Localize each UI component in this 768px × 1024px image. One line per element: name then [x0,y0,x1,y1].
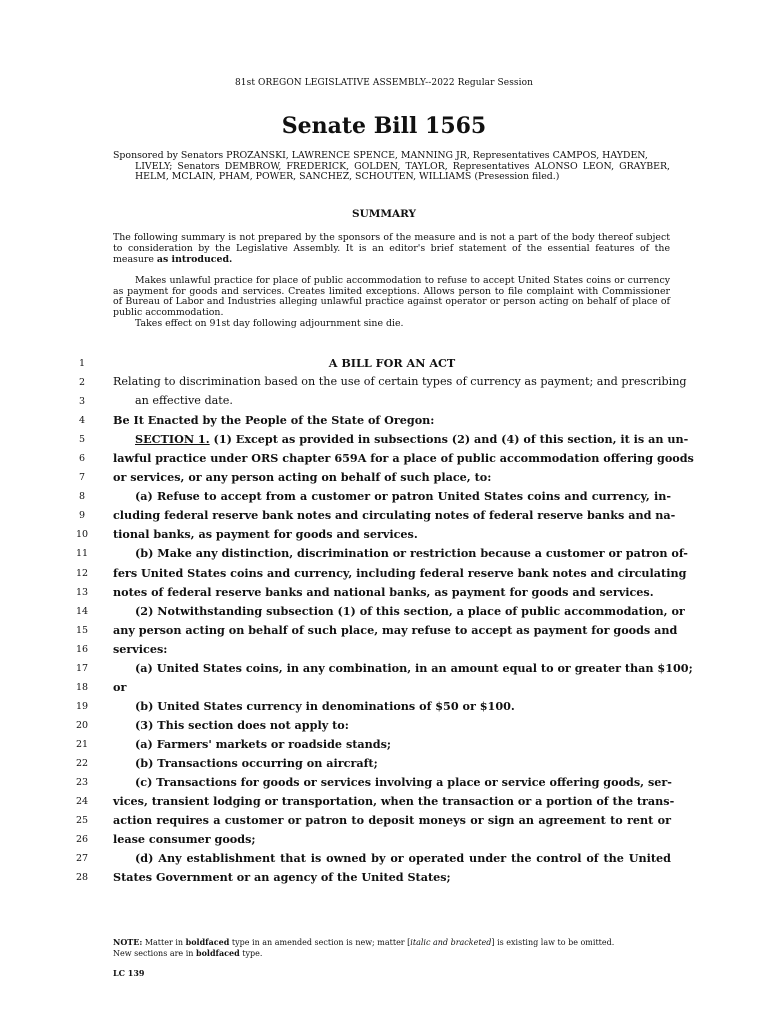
line-text: fers United States coins and currency, including federal reserve bank notes and circulating [113,565,687,580]
line-number: 20 [75,719,89,731]
lc-number: LC 139 [113,968,145,978]
line-number: 4 [78,415,86,427]
act-heading: A BILL FOR AN ACT [328,356,456,370]
bill-line [0,831,768,850]
line-text: lease consumer goods; [113,832,256,847]
line-number: 14 [75,605,89,617]
bill-line [0,412,768,431]
bill-line [0,717,768,736]
line-number: 23 [75,777,89,789]
line-number: 27 [75,853,89,865]
summary-effective: Takes effect on 91st day following adjournment sine die. [135,317,404,329]
line-number: 13 [75,586,89,598]
sponsors-block [113,151,670,183]
line-number: 15 [75,624,89,636]
bill-title: Senate Bill 1565 [281,113,487,139]
line-text: an effective date. [135,394,233,408]
line-text: (3) This section does not apply to: [135,717,349,732]
line-number: 26 [75,834,89,846]
line-number: 1 [78,358,86,369]
line-number: 21 [75,738,89,750]
summary-heading: SUMMARY [351,208,417,220]
bill-text [0,355,768,888]
line-number: 3 [78,396,86,408]
line-text: vices, transient lodging or transportation, when the transaction or a portion of the trans- [113,794,675,809]
bill-line [0,679,768,698]
bill-line [0,584,768,603]
line-text: (b) Make any distinction, discrimination or restriction because a customer or patron of- [135,546,688,561]
bill-line [0,755,768,774]
line-number: 9 [78,510,86,522]
line-number: 17 [75,662,89,674]
line-number: 19 [75,700,89,712]
line-number: 22 [75,757,89,769]
bill-line [0,431,768,450]
line-text: (b) United States currency in denominations of $50 or $100. [135,698,515,713]
note-text-1: Matter in [142,938,186,947]
bill-line [0,603,768,622]
bill-line [0,450,768,469]
bill-line [0,488,768,507]
line-text: (2) Notwithstanding subsection (1) of this section, a place of public accommodation, or [135,603,685,618]
bill-line [0,869,768,888]
line-number: 24 [75,796,89,808]
summary-note [113,233,670,265]
enacting-clause: Be It Enacted by the People of the State of Oregon: [113,413,435,428]
bill-line [0,698,768,717]
bill-line [0,355,768,374]
line-text: Relating to discrimination based on the use of certain types of currency as payment; and prescribing [113,375,687,389]
sponsors-rest: LIVELY; Senators DEMBROW, FREDERICK, GOLDEN, TAYLOR, Representatives ALONSO LEON, GRAYBER, HELM, MCLAIN, PHAM, POWER, SANCHEZ, SCHOUTEN, WILLIAMS (Presession filed.) [135,160,670,183]
bill-line [0,507,768,526]
summary-paragraph: Makes unlawful practice for place of public accommodation to refuse to accept United States coins or currency as payment for goods and services. Creates limited exceptions. Allows person to file complaint with Commissioner of Bureau of Labor and Industries alleging unlawful practice against operator or person acting on behalf of place of public accommodation. [113,275,670,319]
line-number: 25 [75,815,89,827]
line-text: services: [113,641,168,656]
line-number: 16 [75,643,89,655]
line-text: (d) Any establishment that is owned by or operated under the control of the United [135,851,671,866]
line-text: action requires a customer or patron to deposit moneys or sign an agreement to rent or [113,813,671,828]
line-text: States Government or an agency of the United States; [113,870,451,885]
bill-line [0,526,768,545]
line-number: 12 [75,567,89,579]
note-text-2: type in an amended section is new; matter [ [229,938,411,947]
line-text: (a) Farmers' markets or roadside stands; [135,736,392,751]
bill-line [0,812,768,831]
line-text: (c) Transactions for goods or services involving a place or service offering goods, ser- [135,775,672,790]
line-number: 11 [75,548,89,560]
line-text: notes of federal reserve banks and national banks, as payment for goods and services. [113,584,654,599]
line-number: 5 [78,434,86,446]
bill-line [0,622,768,641]
section-label: SECTION 1. [135,432,210,447]
bill-line [0,641,768,660]
line-number: 8 [78,491,86,503]
bill-line [0,793,768,812]
line-number: 18 [75,681,89,693]
note-line2-a: New sections are in [113,949,196,958]
note-bold-2: boldfaced [195,948,240,958]
bill-line [0,660,768,679]
bill-line [0,774,768,793]
line-text [113,432,689,447]
line-text: (a) United States coins, in any combination, in an amount equal to or greater than $100; [135,660,693,675]
line-text: tional banks, as payment for goods and services. [113,527,418,542]
line-text: (a) Refuse to accept from a customer or patron United States coins and currency, in- [135,489,671,504]
line-text-rest: (1) Except as provided in subsections (2) and (4) of this section, it is an un- [209,432,689,447]
bill-line [0,374,768,393]
footnote [113,937,673,959]
line-number: 2 [78,377,86,389]
note-text-3: ] is existing law to be omitted. [491,938,615,947]
note-italic: italic and bracketed [410,938,492,947]
line-number: 10 [75,529,89,541]
line-number: 6 [78,453,86,465]
bill-line [0,736,768,755]
summary-body [113,276,670,330]
note-label: NOTE: [113,937,143,947]
summary-note-bold: as introduced. [156,253,233,265]
line-number: 7 [78,472,86,484]
line-text: or services, or any person acting on behalf of such place, to: [113,470,492,485]
bill-line [0,545,768,564]
note-bold-1: boldfaced [185,937,230,947]
bill-line [0,393,768,412]
bill-line [0,565,768,584]
line-text: cluding federal reserve bank notes and circulating notes of federal reserve banks and na- [113,508,676,523]
line-number: 28 [75,872,89,884]
line-text: lawful practice under ORS chapter 659A for a place of public accommodation offering goods [113,451,694,466]
note-line2-b: type. [239,949,263,958]
summary-note-text: The following summary is not prepared by the sponsors of the measure and is not a part of the body thereof subject to consideration by the Legislative Assembly. It is an editor's brief statement of the essential features of the measure [113,232,670,265]
bill-line [0,469,768,488]
line-text: any person acting on behalf of such place, may refuse to accept as payment for goods and [113,622,678,637]
session-header: 81st OREGON LEGISLATIVE ASSEMBLY--2022 Regular Session [234,78,534,88]
bill-line [0,850,768,869]
line-text: or [113,679,127,694]
sponsors-first-line: Sponsored by Senators PROZANSKI, LAWRENCE SPENCE, MANNING JR, Representatives CAMPOS, HAYDEN, [113,150,648,161]
line-text: (b) Transactions occurring on aircraft; [135,755,378,770]
